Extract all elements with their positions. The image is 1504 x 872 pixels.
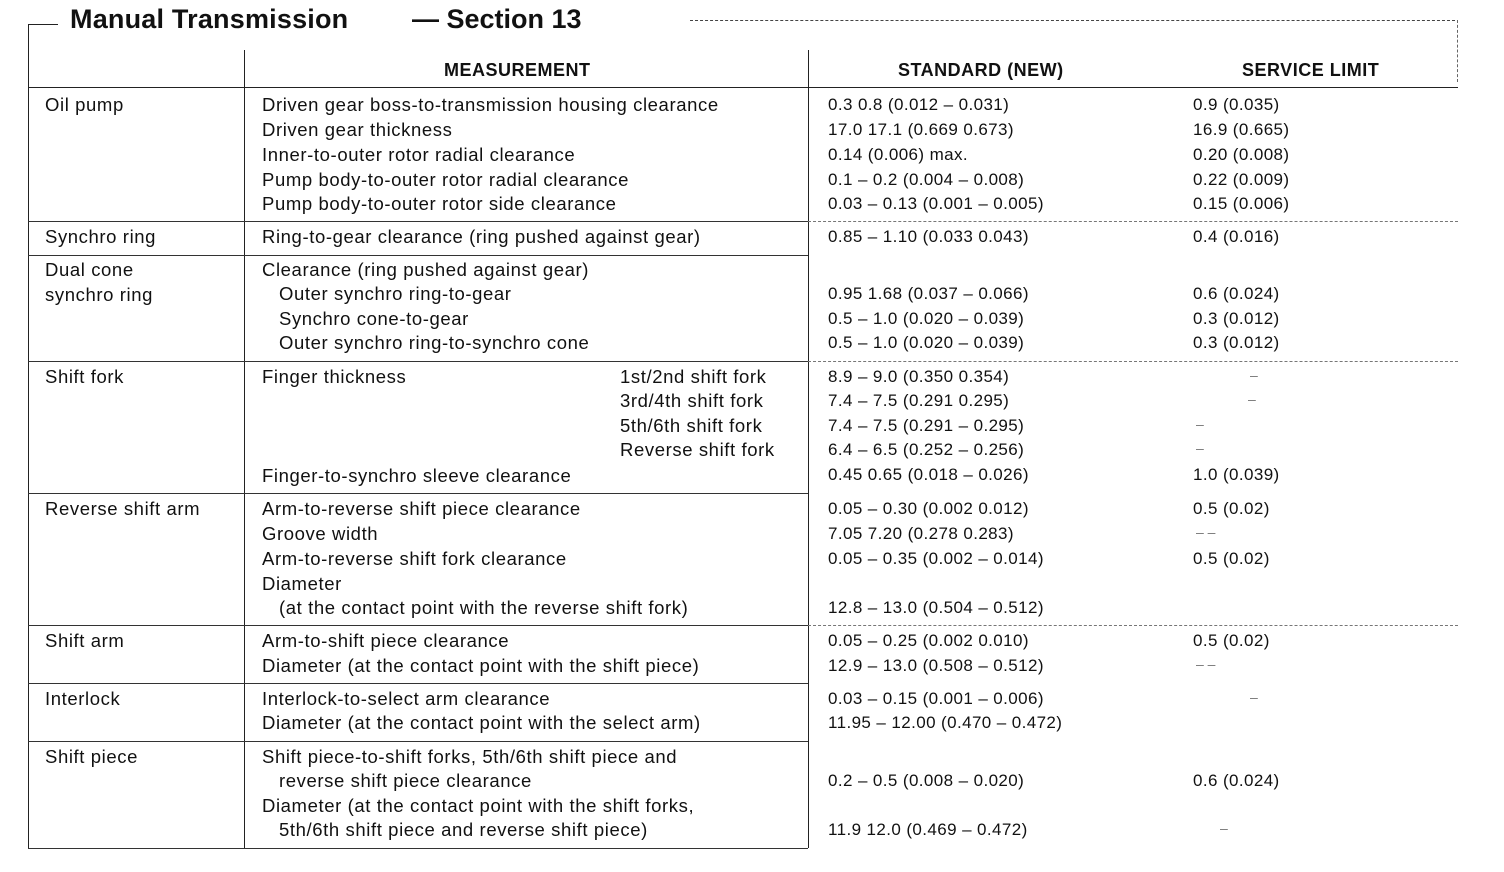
limit-cell: 0.6 (0.024) xyxy=(1193,284,1280,303)
limit-cell: 0.20 (0.008) xyxy=(1193,145,1290,164)
limit-cell: – xyxy=(1196,440,1204,456)
frame-top-left xyxy=(28,24,58,25)
measurement-cell: Interlock-to-select arm clearance xyxy=(262,688,551,709)
standard-cell: 0.2 – 0.5 (0.008 – 0.020) xyxy=(828,771,1025,790)
subitem-cell: Reverse shift fork xyxy=(620,439,775,460)
row-separator xyxy=(28,361,808,362)
table-bottom-border xyxy=(28,848,808,849)
limit-cell: 0.5 (0.02) xyxy=(1193,499,1270,518)
standard-cell: 11.95 – 12.00 (0.470 – 0.472) xyxy=(828,713,1063,732)
measurement-cell: Synchro cone-to-gear xyxy=(279,308,469,329)
limit-cell: 1.0 (0.039) xyxy=(1193,465,1280,484)
row-separator xyxy=(28,255,808,256)
limit-cell: 0.5 (0.02) xyxy=(1193,549,1270,568)
group-label-dual-cone-line2: synchro ring xyxy=(45,284,153,305)
measurement-cell: Finger thickness xyxy=(262,366,407,387)
standard-cell: 8.9 – 9.0 (0.350 0.354) xyxy=(828,367,1010,386)
standard-cell: 0.85 – 1.10 (0.033 0.043) xyxy=(828,227,1029,246)
group-label-oil-pump: Oil pump xyxy=(45,94,124,115)
subitem-cell: 1st/2nd shift fork xyxy=(620,366,767,387)
standard-cell: 0.03 – 0.13 (0.001 – 0.005) xyxy=(828,194,1044,213)
measurement-cell: Diameter xyxy=(262,573,342,594)
row-separator xyxy=(28,683,808,684)
standard-cell: 6.4 – 6.5 (0.252 – 0.256) xyxy=(828,440,1025,459)
measurement-cell: Outer synchro ring-to-synchro cone xyxy=(279,332,590,353)
standard-cell: 0.1 – 0.2 (0.004 – 0.008) xyxy=(828,170,1025,189)
limit-cell: 0.22 (0.009) xyxy=(1193,170,1290,189)
frame-top-right xyxy=(690,20,1455,21)
col-header-measurement: MEASUREMENT xyxy=(444,60,591,80)
standard-cell: 11.9 12.0 (0.469 – 0.472) xyxy=(828,820,1028,839)
measurement-cell: Diameter (at the contact point with the select arm) xyxy=(262,712,701,733)
col-header-standard: STANDARD (NEW) xyxy=(898,60,1064,80)
limit-cell: 0.3 (0.012) xyxy=(1193,309,1280,328)
section-label: — Section 13 xyxy=(412,4,582,34)
standard-cell: 0.05 – 0.30 (0.002 0.012) xyxy=(828,499,1029,518)
col-divider-2 xyxy=(808,50,809,848)
col-header-service-limit: SERVICE LIMIT xyxy=(1242,60,1380,80)
standard-cell: 0.45 0.65 (0.018 – 0.026) xyxy=(828,465,1029,484)
col-divider-1 xyxy=(244,50,245,848)
limit-cell: – xyxy=(1196,416,1204,432)
header-separator xyxy=(28,87,1458,88)
group-label-reverse-shift-arm: Reverse shift arm xyxy=(45,498,201,519)
measurement-cell: reverse shift piece clearance xyxy=(279,770,532,791)
measurement-cell: Ring-to-gear clearance (ring pushed against gear) xyxy=(262,226,701,247)
measurement-cell: Groove width xyxy=(262,523,379,544)
limit-cell: 0.5 (0.02) xyxy=(1193,631,1270,650)
standard-cell: 0.14 (0.006) max. xyxy=(828,145,969,164)
measurement-cell: Arm-to-reverse shift fork clearance xyxy=(262,548,567,569)
measurement-cell: (at the contact point with the reverse shift fork) xyxy=(279,597,689,618)
row-separator xyxy=(808,361,1458,362)
measurement-cell: Driven gear thickness xyxy=(262,119,453,140)
measurement-cell: Clearance (ring pushed against gear) xyxy=(262,259,590,280)
group-label-synchro-ring: Synchro ring xyxy=(45,226,157,247)
row-separator xyxy=(808,625,1458,626)
measurement-cell: Outer synchro ring-to-gear xyxy=(279,283,512,304)
standard-cell: 7.4 – 7.5 (0.291 0.295) xyxy=(828,391,1010,410)
measurement-cell: Driven gear boss-to-transmission housing clearance xyxy=(262,94,719,115)
standard-cell: 12.9 – 13.0 (0.508 – 0.512) xyxy=(828,656,1044,675)
limit-cell: 0.4 (0.016) xyxy=(1193,227,1280,246)
limit-cell: – – xyxy=(1196,524,1216,540)
measurement-cell: Inner-to-outer rotor radial clearance xyxy=(262,144,576,165)
row-separator xyxy=(28,221,808,222)
standard-cell: 0.5 – 1.0 (0.020 – 0.039) xyxy=(828,309,1025,328)
standard-cell: 0.5 – 1.0 (0.020 – 0.039) xyxy=(828,333,1025,352)
subitem-cell: 3rd/4th shift fork xyxy=(620,390,764,411)
limit-cell: – xyxy=(1248,391,1256,407)
measurement-cell: Shift piece-to-shift forks, 5th/6th shift piece and xyxy=(262,746,678,767)
table-left-border xyxy=(28,24,29,848)
standard-cell: 0.3 0.8 (0.012 – 0.031) xyxy=(828,95,1010,114)
limit-cell: – – xyxy=(1196,656,1216,672)
measurement-cell: Diameter (at the contact point with the shift piece) xyxy=(262,655,700,676)
limit-cell: 16.9 (0.665) xyxy=(1193,120,1290,139)
standard-cell: 0.05 – 0.35 (0.002 – 0.014) xyxy=(828,549,1044,568)
measurement-cell: Pump body-to-outer rotor side clearance xyxy=(262,193,617,214)
limit-cell: 0.6 (0.024) xyxy=(1193,771,1280,790)
row-separator xyxy=(28,493,808,494)
row-separator xyxy=(28,625,808,626)
limit-cell: – xyxy=(1250,367,1258,383)
group-label-interlock: Interlock xyxy=(45,688,121,709)
standard-cell: 17.0 17.1 (0.669 0.673) xyxy=(828,120,1014,139)
standard-cell: 0.05 – 0.25 (0.002 0.010) xyxy=(828,631,1029,650)
group-label-shift-fork: Shift fork xyxy=(45,366,124,387)
measurement-cell: Diameter (at the contact point with the shift forks, xyxy=(262,795,695,816)
measurement-cell: Arm-to-shift piece clearance xyxy=(262,630,510,651)
standard-cell: 12.8 – 13.0 (0.504 – 0.512) xyxy=(828,598,1044,617)
limit-cell: – xyxy=(1250,689,1258,705)
subitem-cell: 5th/6th shift fork xyxy=(620,415,763,436)
group-label-shift-arm: Shift arm xyxy=(45,630,125,651)
limit-cell: – xyxy=(1220,820,1228,836)
standard-cell: 0.95 1.68 (0.037 – 0.066) xyxy=(828,284,1029,303)
standard-cell: 7.4 – 7.5 (0.291 – 0.295) xyxy=(828,416,1025,435)
standard-cell: 7.05 7.20 (0.278 0.283) xyxy=(828,524,1014,543)
group-label-dual-cone: Dual cone xyxy=(45,259,134,280)
page-title: Manual Transmission xyxy=(70,4,349,34)
measurement-cell: Finger-to-synchro sleeve clearance xyxy=(262,465,572,486)
group-label-shift-piece: Shift piece xyxy=(45,746,138,767)
frame-right-edge xyxy=(1457,20,1458,82)
limit-cell: 0.9 (0.035) xyxy=(1193,95,1280,114)
measurement-cell: 5th/6th shift piece and reverse shift piece) xyxy=(279,819,648,840)
measurement-cell: Arm-to-reverse shift piece clearance xyxy=(262,498,581,519)
limit-cell: 0.3 (0.012) xyxy=(1193,333,1280,352)
row-separator xyxy=(28,741,808,742)
row-separator xyxy=(808,221,1458,222)
standard-cell: 0.03 – 0.15 (0.001 – 0.006) xyxy=(828,689,1044,708)
limit-cell: 0.15 (0.006) xyxy=(1193,194,1290,213)
measurement-cell: Pump body-to-outer rotor radial clearance xyxy=(262,169,630,190)
